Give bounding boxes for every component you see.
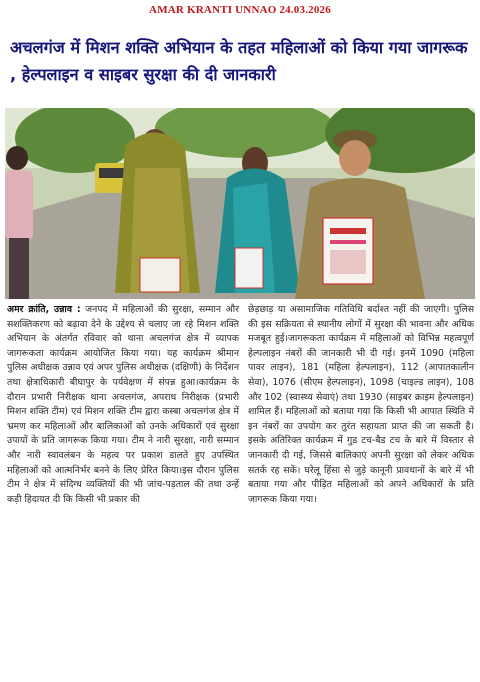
photo-illustration xyxy=(5,108,475,299)
masthead: AMAR KRANTI UNNAO 24.03.2026 xyxy=(149,4,331,16)
byline: अमर क्रांति, उन्नाव : xyxy=(7,304,81,315)
news-photo xyxy=(5,108,475,299)
left-column-text: जनपद में महिलाओं की सुरक्षा, सम्मान और सशक्तिकरण को बढ़ावा देने के उद्देश्य से चलाए जा रहे मिशन शक्ति अभियान के अंतर्गत रविवार को थाना अचलगंज क्षेत्र में व्यापक जागरूकता कार्यक्रम आयोजित किया गया। यह कार्यक्रम श्रीमान पुलिस अधीक्षक उन्नाव एवं अपर पुलिस अधीक्षक (दक्षिणी) के निर्देशन तथा क्षेत्राधिकारी बीघापुर के पर्यवेक्षण में संपन्न हुआ।कार्यक्रम के दौरान प्रभारी निरीक्षक थाना अचलगंज, अपराध निरीक्षक (प्रभारी मिशन शक्ति टीम) एवं मिशन शक्ति टीम द्वारा कस्बा अचलगंज क्षेत्र में भ्रमण कर महिलाओं और बालिकाओं को उनके अधिकारों एवं सुरक्षा उपायों के प्रति जागरूक किया गया। टीम ने नारी सुरक्षा, नारी सम्मान और नारी स्वावलंबन के महत्व पर प्रकाश डालते हुए उपस्थित महिलाओं को आत्मनिर्भर बनने के लिए प्रेरित किया।इस दौरान पुलिस टीम ने क्षेत्र में संदिग्ध व्यक्तियों की भी जांच-पड़ताल की तथा उन्हें कड़ी हिदायत दी कि किसी भी प्रकार की xyxy=(7,304,239,505)
article-column-left xyxy=(7,303,239,507)
headline: अचलगंज में मिशन शक्ति अभियान के तहत महिलाओं को किया गया जागरूक , हेल्पलाइन व साइबर सुरक्षा की दी जानकारी xyxy=(10,38,468,84)
article-column-right: छेड़छाड़ या असामाजिक गतिविधि बर्दाश्त नहीं की जाएगी। पुलिस की इस सक्रियता से स्थानीय लोगों में सुरक्षा की भावना और अधिक मजबूत हुई।जागरूकता कार्यक्रम में महिलाओं को विभिन्न महत्वपूर्ण हेल्पलाइन नंबरों की जानकारी भी दी गई। इनमें 1090 (महिला पावर लाइन), 181 (महिला हेल्पलाइन), 112 (आपातकालीन सेवा), 1076 (सीएम हेल्पलाइन), 1098 (चाइल्ड लाइन), 108 और 102 (स्वास्थ्य सेवाएं) तथा 1930 (साइबर क्राइम हेल्पलाइन) शामिल हैं। महिलाओं को बताया गया कि किसी भी आपात स्थिति में इन नंबरों का उपयोग कर तुरंत सहायता प्राप्त की जा सकती है।इसके अतिरिक्त कार्यक्रम में गुड टच-बैड टच के बारे में विस्तार से जानकारी दी गई, जिससे बालिकाएं अपनी सुरक्षा को लेकर अधिक सतर्क रह सकें। घरेलू हिंसा से जुड़े कानूनी प्रावधानों के बारे में भी बताया गया और पीड़ित महिलाओं को अपने अधिकारों के प्रति जागरूक किया गया। xyxy=(248,304,474,505)
